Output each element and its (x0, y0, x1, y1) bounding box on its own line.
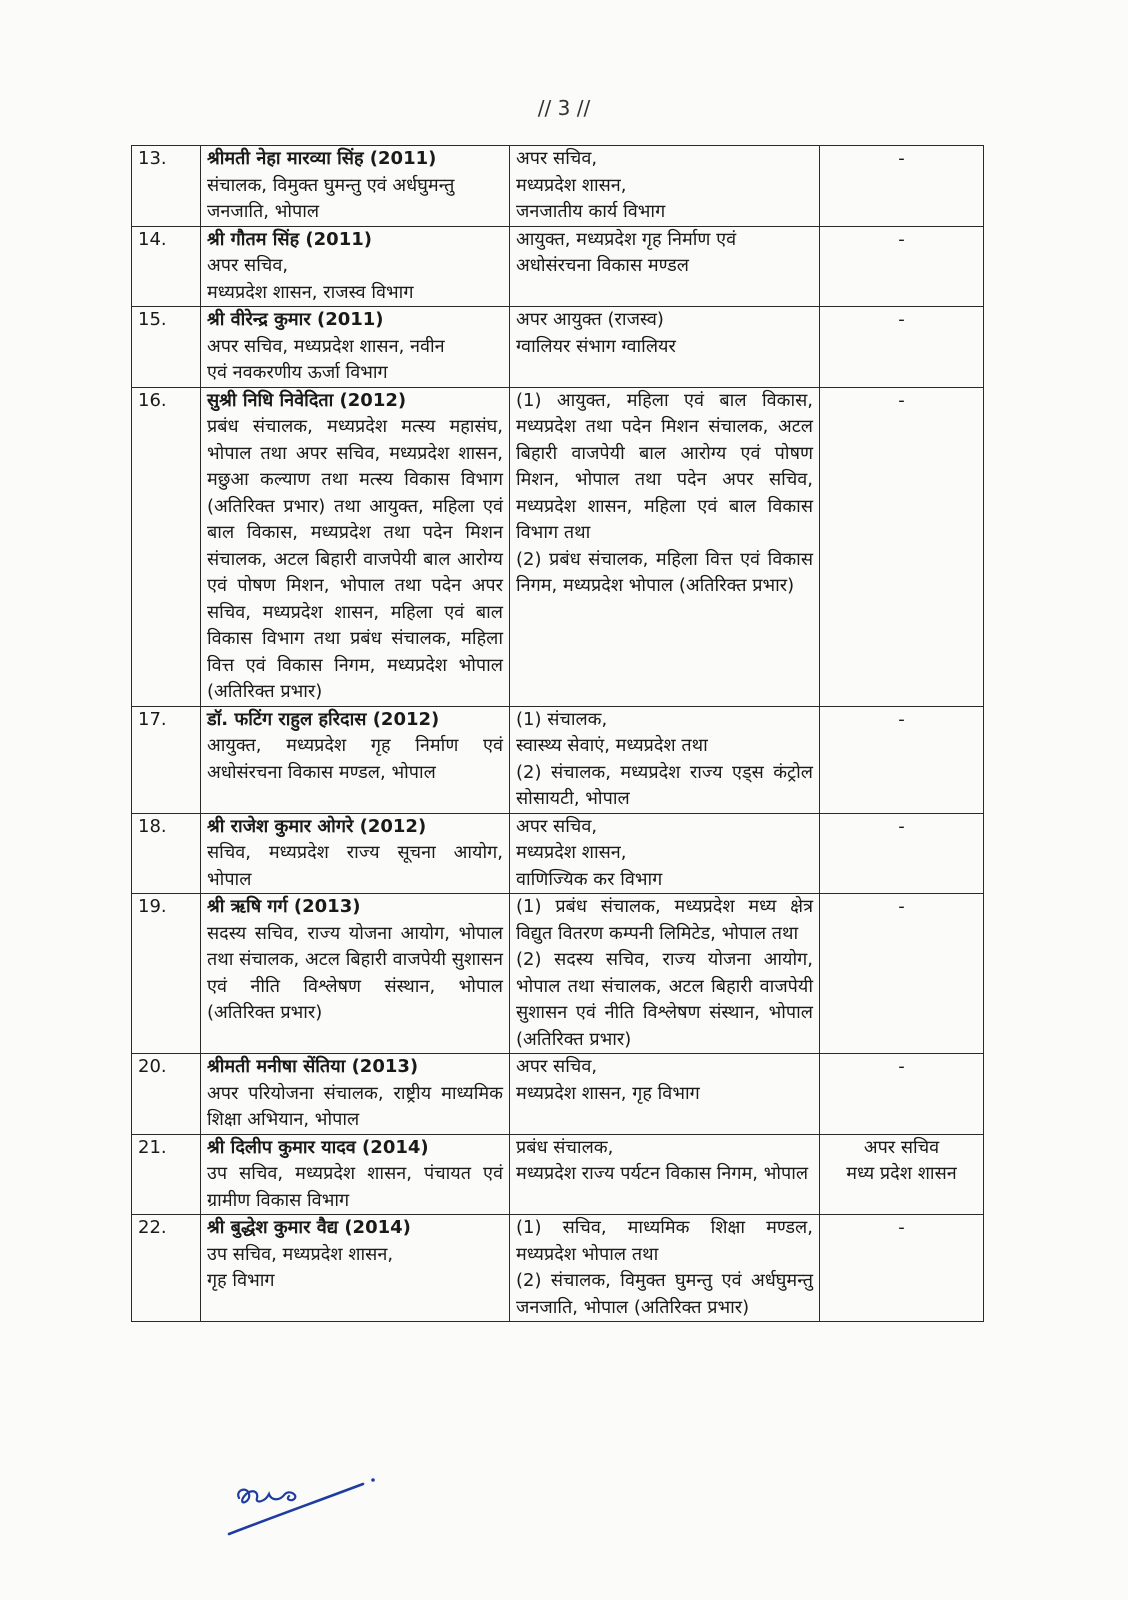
officer-cell (201, 1134, 510, 1215)
additional-charge (820, 1054, 984, 1135)
new-posting-text: (1) सचिव, माध्यमिक शिक्षा मण्डल, मध्यप्रदेश भोपाल तथा (2) संचालक, विमुक्त घुमन्तु एवं अर्धघुमन्तु जनजाति, भोपाल (अतिरिक्त प्रभार) (516, 1217, 813, 1318)
table-row (132, 1134, 984, 1215)
additional-charge-text: - (898, 1056, 905, 1077)
officer-cell (201, 706, 510, 813)
additional-charge (820, 146, 984, 227)
serial-number: 14. (132, 226, 201, 307)
additional-charge (820, 1215, 984, 1322)
serial-number: 19. (132, 894, 201, 1054)
additional-charge (820, 387, 984, 706)
new-posting-text: (1) संचालक, स्वास्थ्य सेवाएं, मध्यप्रदेश तथा (2) संचालक, मध्यप्रदेश राज्य एड्स कंट्रोल सोसायटी, भोपाल (516, 708, 813, 809)
additional-charge-text: - (898, 708, 905, 730)
new-posting-text: (1) प्रबंध संचालक, मध्यप्रदेश मध्य क्षेत्र विद्युत वितरण कम्पनी लिमिटेड, भोपाल तथा (2) सदस्य सचिव, राज्य योजना आयोग, भोपाल तथा संचालक, अटल बिहारी वाजपेयी सुशासन एवं नीति विश्लेषण संस्थान, भोपाल (अतिरिक्त प्रभार) (516, 896, 813, 1050)
serial-number: 21. (132, 1134, 201, 1215)
serial-number: 20. (132, 1054, 201, 1135)
posting-orders-table (131, 145, 984, 1322)
additional-charge-text: - (898, 896, 905, 917)
signature-dot (371, 1478, 375, 1482)
additional-charge-text: अपर सचिव मध्य प्रदेश शासन (846, 1136, 957, 1184)
signature (225, 1476, 385, 1546)
officer-name: श्री वीरेन्द्र कुमार (2011) (207, 309, 384, 330)
officer-cell (201, 307, 510, 388)
new-posting (510, 706, 820, 813)
new-posting-text: आयुक्त, मध्यप्रदेश गृह निर्माण एवं अधोसंरचना विकास मण्डल (516, 228, 737, 276)
officer-name: सुश्री निधि निवेदिता (2012) (207, 389, 407, 411)
table-row (132, 307, 984, 388)
serial-number: 15. (132, 307, 201, 388)
additional-charge-text: - (898, 1217, 905, 1238)
new-posting (510, 1054, 820, 1135)
new-posting-text: अपर सचिव, मध्यप्रदेश शासन, वाणिज्यिक कर विभाग (516, 815, 663, 890)
additional-charge (820, 894, 984, 1054)
table-row (132, 1215, 984, 1322)
serial-number: 13. (132, 146, 201, 227)
additional-charge (820, 1134, 984, 1215)
officer-name: श्री गौतम सिंह (2011) (207, 228, 372, 250)
new-posting-text: प्रबंध संचालक, मध्यप्रदेश राज्य पर्यटन विकास निगम, भोपाल (516, 1136, 809, 1184)
officer-name: श्री बुद्धेश कुमार वैद्य (2014) (207, 1217, 411, 1238)
new-posting (510, 226, 820, 307)
additional-charge-text: - (898, 309, 905, 330)
officer-name: श्री दिलीप कुमार यादव (2014) (207, 1136, 429, 1158)
new-posting (510, 894, 820, 1054)
additional-charge-text: - (898, 389, 905, 411)
additional-charge (820, 706, 984, 813)
additional-charge (820, 307, 984, 388)
new-posting (510, 146, 820, 227)
new-posting (510, 1215, 820, 1322)
current-designation: आयुक्त, मध्यप्रदेश गृह निर्माण एवं अधोसंरचना विकास मण्डल, भोपाल (207, 735, 503, 783)
officer-name: श्री ऋषि गर्ग (2013) (207, 896, 361, 917)
current-designation: उप सचिव, मध्यप्रदेश शासन, पंचायत एवं ग्रामीण विकास विभाग (207, 1163, 503, 1211)
table-row (132, 387, 984, 706)
current-designation: अपर परियोजना संचालक, राष्ट्रीय माध्यमिक शिक्षा अभियान, भोपाल (207, 1082, 503, 1130)
current-designation: सदस्य सचिव, राज्य योजना आयोग, भोपाल तथा संचालक, अटल बिहारी वाजपेयी सुशासन एवं नीति विश्लेषण संस्थान, भोपाल (अतिरिक्त प्रभार) (207, 922, 503, 1023)
officer-name: डॉ. फटिंग राहुल हरिदास (2012) (207, 708, 440, 730)
additional-charge (820, 813, 984, 894)
page-number: // 3 // (537, 96, 591, 120)
additional-charge-text: - (898, 815, 905, 837)
officer-cell (201, 813, 510, 894)
new-posting-text: अपर सचिव, मध्यप्रदेश शासन, जनजातीय कार्य विभाग (516, 148, 666, 222)
table-row (132, 226, 984, 307)
additional-charge-text: - (898, 228, 905, 250)
signature-stroke (238, 1490, 295, 1503)
serial-number: 22. (132, 1215, 201, 1322)
serial-number: 17. (132, 706, 201, 813)
officer-cell (201, 1215, 510, 1322)
new-posting (510, 387, 820, 706)
serial-number: 18. (132, 813, 201, 894)
serial-number: 16. (132, 387, 201, 706)
current-designation: उप सचिव, मध्यप्रदेश शासन, गृह विभाग (207, 1243, 394, 1291)
table-row (132, 813, 984, 894)
current-designation: संचालक, विमुक्त घुमन्तु एवं अर्धघुमन्तु जनजाति, भोपाल (207, 174, 455, 222)
officer-cell (201, 1054, 510, 1135)
officer-cell (201, 146, 510, 227)
new-posting (510, 1134, 820, 1215)
table-row (132, 894, 984, 1054)
officer-name: श्री राजेश कुमार ओगरे (2012) (207, 815, 427, 837)
officer-cell (201, 387, 510, 706)
new-posting-text: (1) आयुक्त, महिला एवं बाल विकास, मध्यप्रदेश तथा पदेन मिशन संचालक, अटल बिहारी वाजपेयी बाल आरोग्य एवं पोषण मिशन, भोपाल तथा पदेन अपर सचिव, मध्यप्रदेश शासन, महिला एवं बाल विकास विभाग तथा (2) प्रबंध संचालक, महिला वित्त एवं विकास निगम, मध्यप्रदेश भोपाल (अतिरिक्त प्रभार) (516, 389, 813, 596)
current-designation: अपर सचिव, मध्यप्रदेश शासन, राजस्व विभाग (207, 255, 414, 303)
current-designation: अपर सचिव, मध्यप्रदेश शासन, नवीन एवं नवकरणीय ऊर्जा विभाग (207, 335, 445, 383)
table-row (132, 1054, 984, 1135)
additional-charge (820, 226, 984, 307)
table-row (132, 146, 984, 227)
new-posting (510, 813, 820, 894)
new-posting-text: अपर सचिव, मध्यप्रदेश शासन, गृह विभाग (516, 1056, 700, 1104)
officer-name: श्रीमती मनीषा सेंतिया (2013) (207, 1056, 419, 1077)
table-row (132, 706, 984, 813)
new-posting (510, 307, 820, 388)
new-posting-text: अपर आयुक्त (राजस्व) ग्वालियर संभाग ग्वालियर (516, 309, 676, 357)
officer-name: श्रीमती नेहा मारव्या सिंह (2011) (207, 148, 437, 169)
officer-cell (201, 226, 510, 307)
current-designation: सचिव, मध्यप्रदेश राज्य सूचना आयोग, भोपाल (207, 842, 503, 890)
additional-charge-text: - (898, 148, 905, 169)
current-designation: प्रबंध संचालक, मध्यप्रदेश मत्स्य महासंघ, भोपाल तथा अपर सचिव, मध्यप्रदेश शासन, मछुआ कल्याण तथा मत्स्य विकास विभाग (अतिरिक्त प्रभार) तथा आयुक्त, महिला एवं बाल विकास, मध्यप्रदेश तथा पदेन मिशन संचालक, अटल बिहारी वाजपेयी बाल आरोग्य एवं पोषण मिशन, भोपाल तथा पदेन अपर सचिव, मध्यप्रदेश शासन, महिला एवं बाल विकास विभाग तथा प्रबंध संचालक, महिला वित्त एवं विकास निगम, मध्यप्रदेश भोपाल (अतिरिक्त प्रभार) (207, 416, 503, 702)
officer-cell (201, 894, 510, 1054)
